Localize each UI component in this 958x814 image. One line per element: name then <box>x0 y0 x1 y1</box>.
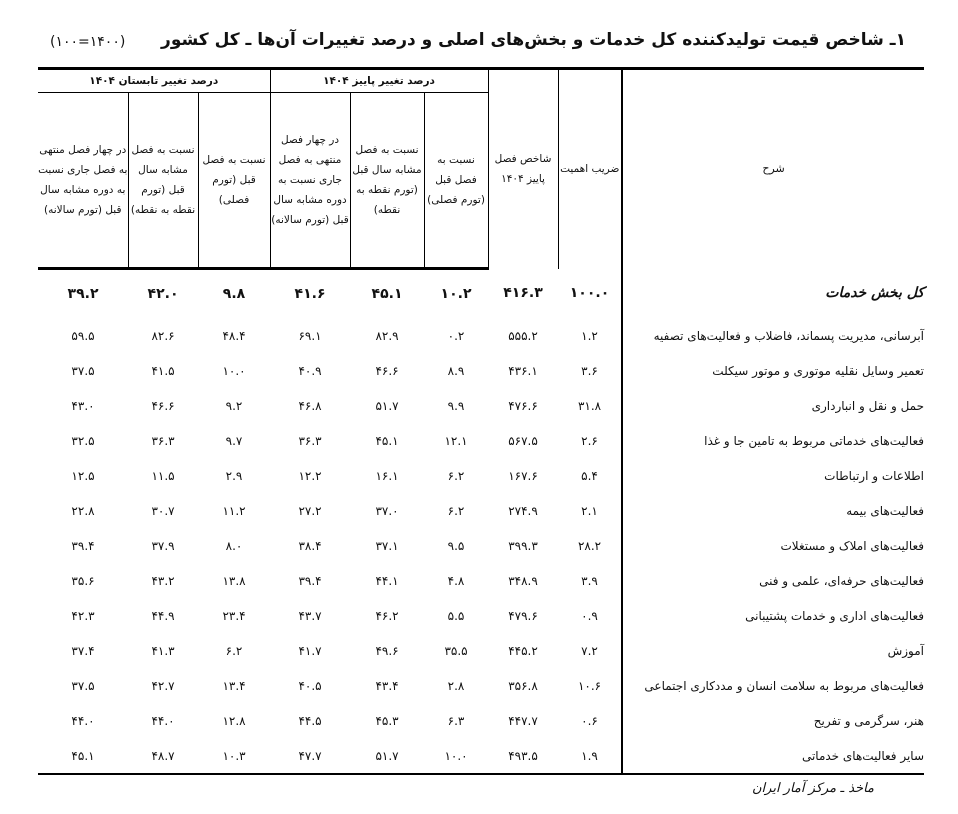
row-autumn-annual: ۳۸.۴ <box>298 538 322 553</box>
row-autumn-quarterly: ۹.۵ <box>447 538 465 553</box>
row-name: حمل و نقل و انبارداری <box>622 388 924 423</box>
row-weight: ۲۸.۲ <box>577 538 602 553</box>
row-autumn-annual: ۱۲.۲ <box>298 468 322 483</box>
row-autumn-quarterly: ۵.۵ <box>447 608 465 623</box>
row-summer-annual: ۴۴.۰ <box>71 713 95 728</box>
row-autumn-yoy: ۴۳.۴ <box>375 678 399 693</box>
row-autumn-annual: ۴۷.۷ <box>270 738 350 774</box>
table-row <box>38 738 924 774</box>
row-autumn-annual: ۶۹.۱ <box>298 328 322 343</box>
row-name: اطلاعات و ارتباطات <box>622 458 924 493</box>
table-row <box>38 563 924 598</box>
header-autumn-yoy: نسبت به فصل مشابه سال قبل (تورم نقطه به نقطه) <box>350 93 424 269</box>
row-autumn-quarterly: ۶.۲ <box>447 503 465 518</box>
row-summer-quarterly: ۹.۸ <box>222 286 246 302</box>
row-autumn-yoy: ۴۴.۱ <box>375 573 399 588</box>
source-note: ماخذ ـ مرکز آمار ایران <box>752 781 874 796</box>
table-row <box>38 493 924 528</box>
row-summer-yoy: ۸۲.۶ <box>151 328 175 343</box>
row-name: فعالیت‌های املاک و مستغلات <box>622 528 924 563</box>
header-autumn-annual: در چهار فصل منتهی به فصل جاری نسبت به دوره مشابه سال قبل (تورم سالانه) <box>270 93 350 269</box>
ppi-services-table <box>38 67 924 775</box>
row-summer-yoy: ۴۳.۲ <box>151 573 175 588</box>
row-index: ۴۱۶.۳ <box>503 285 543 302</box>
row-summer-yoy: ۴۲.۰ <box>147 286 179 302</box>
row-name: هنر، سرگرمی و تفریح <box>622 703 924 738</box>
header-weight: ضریب اهمیت <box>558 69 622 269</box>
row-summer-annual: ۳۹.۲ <box>67 286 99 302</box>
row-autumn-yoy: ۳۷.۰ <box>375 503 399 518</box>
row-autumn-quarterly: ۲.۸ <box>447 678 465 693</box>
row-summer-yoy: ۴۴.۹ <box>151 608 175 623</box>
row-summer-quarterly: ۱۰.۳ <box>198 738 270 774</box>
row-index: ۴۳۶.۱ <box>508 363 538 378</box>
row-autumn-quarterly: ۱۰.۰ <box>424 738 488 774</box>
row-summer-yoy: ۴۸.۷ <box>128 738 198 774</box>
row-weight: ۲.۱ <box>581 503 598 518</box>
row-autumn-yoy: ۴۶.۶ <box>375 363 399 378</box>
row-autumn-annual: ۴۰.۵ <box>298 678 322 693</box>
table-row <box>38 703 924 738</box>
row-autumn-quarterly: ۶.۳ <box>447 713 465 728</box>
row-index: ۲۷۴.۹ <box>508 503 538 518</box>
row-name: کل بخش خدمات <box>622 269 924 319</box>
row-index: ۵۵۵.۲ <box>508 328 538 343</box>
row-autumn-quarterly: ۱۰.۲ <box>440 286 472 302</box>
row-summer-yoy: ۴۲.۷ <box>151 678 175 693</box>
row-name: آموزش <box>622 633 924 668</box>
base-year-note: (۱۴۰۰=۱۰۰) <box>50 34 126 50</box>
row-summer-quarterly: ۹.۲ <box>225 398 243 413</box>
row-name: سایر فعالیت‌های خدماتی <box>622 738 924 774</box>
row-index: ۴۷۶.۶ <box>508 398 538 413</box>
row-weight: ۱۰.۶ <box>577 678 602 693</box>
row-summer-yoy: ۴۴.۰ <box>151 713 175 728</box>
row-index: ۳۵۶.۸ <box>508 678 538 693</box>
row-weight: ۳.۹ <box>581 573 598 588</box>
total-row <box>38 269 924 319</box>
row-weight: ۲.۶ <box>581 433 598 448</box>
table-row <box>38 353 924 388</box>
row-autumn-annual: ۴۴.۵ <box>298 713 322 728</box>
row-summer-annual: ۳۷.۵ <box>71 678 95 693</box>
table-row <box>38 318 924 353</box>
row-summer-annual: ۱۲.۵ <box>71 468 95 483</box>
row-autumn-quarterly: ۳۵.۵ <box>444 643 468 658</box>
header-summer-annual: در چهار فصل منتهی به فصل جاری نسبت به دوره مشابه سال قبل (تورم سالانه) <box>38 93 128 269</box>
row-index: ۳۴۸.۹ <box>508 573 538 588</box>
row-summer-yoy: ۳۰.۷ <box>151 503 175 518</box>
row-index: ۵۶۷.۵ <box>508 433 538 448</box>
row-autumn-yoy: ۴۵.۱ <box>375 433 399 448</box>
table-row <box>38 668 924 703</box>
row-autumn-quarterly: ۶.۲ <box>447 468 465 483</box>
row-autumn-yoy: ۴۶.۲ <box>375 608 399 623</box>
row-name: فعالیت‌های مربوط به سلامت انسان و مددکاری اجتماعی <box>622 668 924 703</box>
row-index: ۴۹۳.۵ <box>488 738 558 774</box>
row-weight: ۷.۲ <box>581 643 598 658</box>
row-summer-quarterly: ۲۳.۴ <box>222 608 246 623</box>
row-summer-annual: ۴۲.۳ <box>71 608 95 623</box>
row-summer-quarterly: ۱۳.۴ <box>222 678 246 693</box>
row-summer-annual: ۲۲.۸ <box>71 503 95 518</box>
row-summer-yoy: ۴۱.۵ <box>151 363 175 378</box>
row-weight: ۱.۲ <box>581 328 598 343</box>
row-index: ۴۴۷.۷ <box>508 713 538 728</box>
table-row <box>38 458 924 493</box>
row-autumn-quarterly: ۱۲.۱ <box>444 433 468 448</box>
row-summer-annual: ۳۷.۵ <box>71 363 95 378</box>
row-name: آبرسانی، مدیریت پسماند، فاضلاب و فعالیت‌های تصفیه <box>622 318 924 353</box>
header-summer-yoy: نسبت به فصل مشابه سال قبل (تورم نقطه به نقطه) <box>128 93 198 269</box>
header-group-summer: درصد تغییر تابستان ۱۴۰۴ <box>38 69 270 93</box>
header-group-autumn: درصد تغییر پاییز ۱۴۰۴ <box>270 69 488 93</box>
row-autumn-yoy: ۴۵.۱ <box>371 286 403 302</box>
row-summer-annual: ۳۵.۶ <box>71 573 95 588</box>
row-summer-quarterly: ۱۰.۰ <box>222 363 246 378</box>
row-autumn-annual: ۴۱.۶ <box>294 286 326 302</box>
row-summer-annual: ۳۷.۴ <box>71 643 95 658</box>
row-summer-yoy: ۳۶.۳ <box>151 433 175 448</box>
row-summer-quarterly: ۱۱.۲ <box>222 503 246 518</box>
row-index: ۳۹۹.۳ <box>508 538 538 553</box>
table-row <box>38 388 924 423</box>
row-summer-yoy: ۱۱.۵ <box>151 468 175 483</box>
header-sharh: شرح <box>622 69 924 269</box>
table-row <box>38 598 924 633</box>
row-index: ۱۶۷.۶ <box>508 468 538 483</box>
row-autumn-yoy: ۵۱.۷ <box>375 398 399 413</box>
row-name: فعالیت‌های حرفه‌ای، علمی و فنی <box>622 563 924 598</box>
row-autumn-yoy: ۱۶.۱ <box>375 468 399 483</box>
row-summer-quarterly: ۱۲.۸ <box>222 713 246 728</box>
row-weight: ۱۰۰.۰ <box>569 285 610 302</box>
row-weight: ۰.۶ <box>581 713 598 728</box>
row-autumn-quarterly: ۸.۹ <box>447 363 465 378</box>
header-index: شاخص فصل پاییز ۱۴۰۴ <box>488 69 558 269</box>
row-autumn-yoy: ۴۵.۳ <box>375 713 399 728</box>
row-name: فعالیت‌های بیمه <box>622 493 924 528</box>
row-weight: ۳.۶ <box>581 363 598 378</box>
row-summer-quarterly: ۴۸.۴ <box>222 328 246 343</box>
table-row <box>38 423 924 458</box>
row-name: تعمیر وسایل نقلیه موتوری و موتور سیکلت <box>622 353 924 388</box>
row-autumn-annual: ۴۰.۹ <box>298 363 322 378</box>
row-index: ۴۴۵.۲ <box>508 643 538 658</box>
row-weight: ۳۱.۸ <box>577 398 602 413</box>
row-autumn-annual: ۳۹.۴ <box>298 573 322 588</box>
row-autumn-yoy: ۸۲.۹ <box>375 328 399 343</box>
row-weight: ۰.۹ <box>581 608 598 623</box>
row-autumn-annual: ۳۶.۳ <box>298 433 322 448</box>
row-autumn-quarterly: ۴.۸ <box>447 573 465 588</box>
table-row <box>38 528 924 563</box>
row-weight: ۱.۹ <box>558 738 622 774</box>
row-summer-quarterly: ۱۳.۸ <box>222 573 246 588</box>
row-autumn-quarterly: ۰.۲ <box>447 328 465 343</box>
header-autumn-quarterly: نسبت به فصل قبل (تورم فصلی) <box>424 93 488 269</box>
row-autumn-annual: ۴۱.۷ <box>298 643 322 658</box>
row-summer-quarterly: ۶.۲ <box>225 643 243 658</box>
row-summer-quarterly: ۸.۰ <box>225 538 243 553</box>
row-autumn-quarterly: ۹.۹ <box>447 398 465 413</box>
row-autumn-yoy: ۵۱.۷ <box>350 738 424 774</box>
row-summer-annual: ۵۹.۵ <box>71 328 95 343</box>
row-autumn-annual: ۲۷.۲ <box>298 503 322 518</box>
header-summer-quarterly: نسبت به فصل قبل (تورم فصلی) <box>198 93 270 269</box>
row-summer-yoy: ۴۱.۳ <box>151 643 175 658</box>
table-title: ۱ـ شاخص قیمت تولیدکننده کل خدمات و بخش‌های اصلی و درصد تغییرات آن‌ها ـ کل کشور <box>161 30 906 50</box>
table-row <box>38 633 924 668</box>
row-summer-annual: ۴۵.۱ <box>38 738 128 774</box>
row-autumn-yoy: ۴۹.۶ <box>375 643 399 658</box>
row-name: فعالیت‌های اداری و خدمات پشتیبانی <box>622 598 924 633</box>
row-summer-annual: ۴۳.۰ <box>71 398 95 413</box>
row-autumn-annual: ۴۶.۸ <box>298 398 322 413</box>
row-summer-yoy: ۴۶.۶ <box>151 398 175 413</box>
row-summer-annual: ۳۲.۵ <box>71 433 95 448</box>
row-index: ۴۷۹.۶ <box>508 608 538 623</box>
row-summer-quarterly: ۹.۷ <box>225 433 243 448</box>
row-summer-yoy: ۳۷.۹ <box>151 538 175 553</box>
row-weight: ۵.۴ <box>581 468 598 483</box>
row-summer-annual: ۳۹.۴ <box>71 538 95 553</box>
row-name: فعالیت‌های خدماتی مربوط به تامین جا و غذا <box>622 423 924 458</box>
row-autumn-yoy: ۳۷.۱ <box>375 538 399 553</box>
row-autumn-annual: ۴۳.۷ <box>298 608 322 623</box>
row-summer-quarterly: ۲.۹ <box>225 468 243 483</box>
